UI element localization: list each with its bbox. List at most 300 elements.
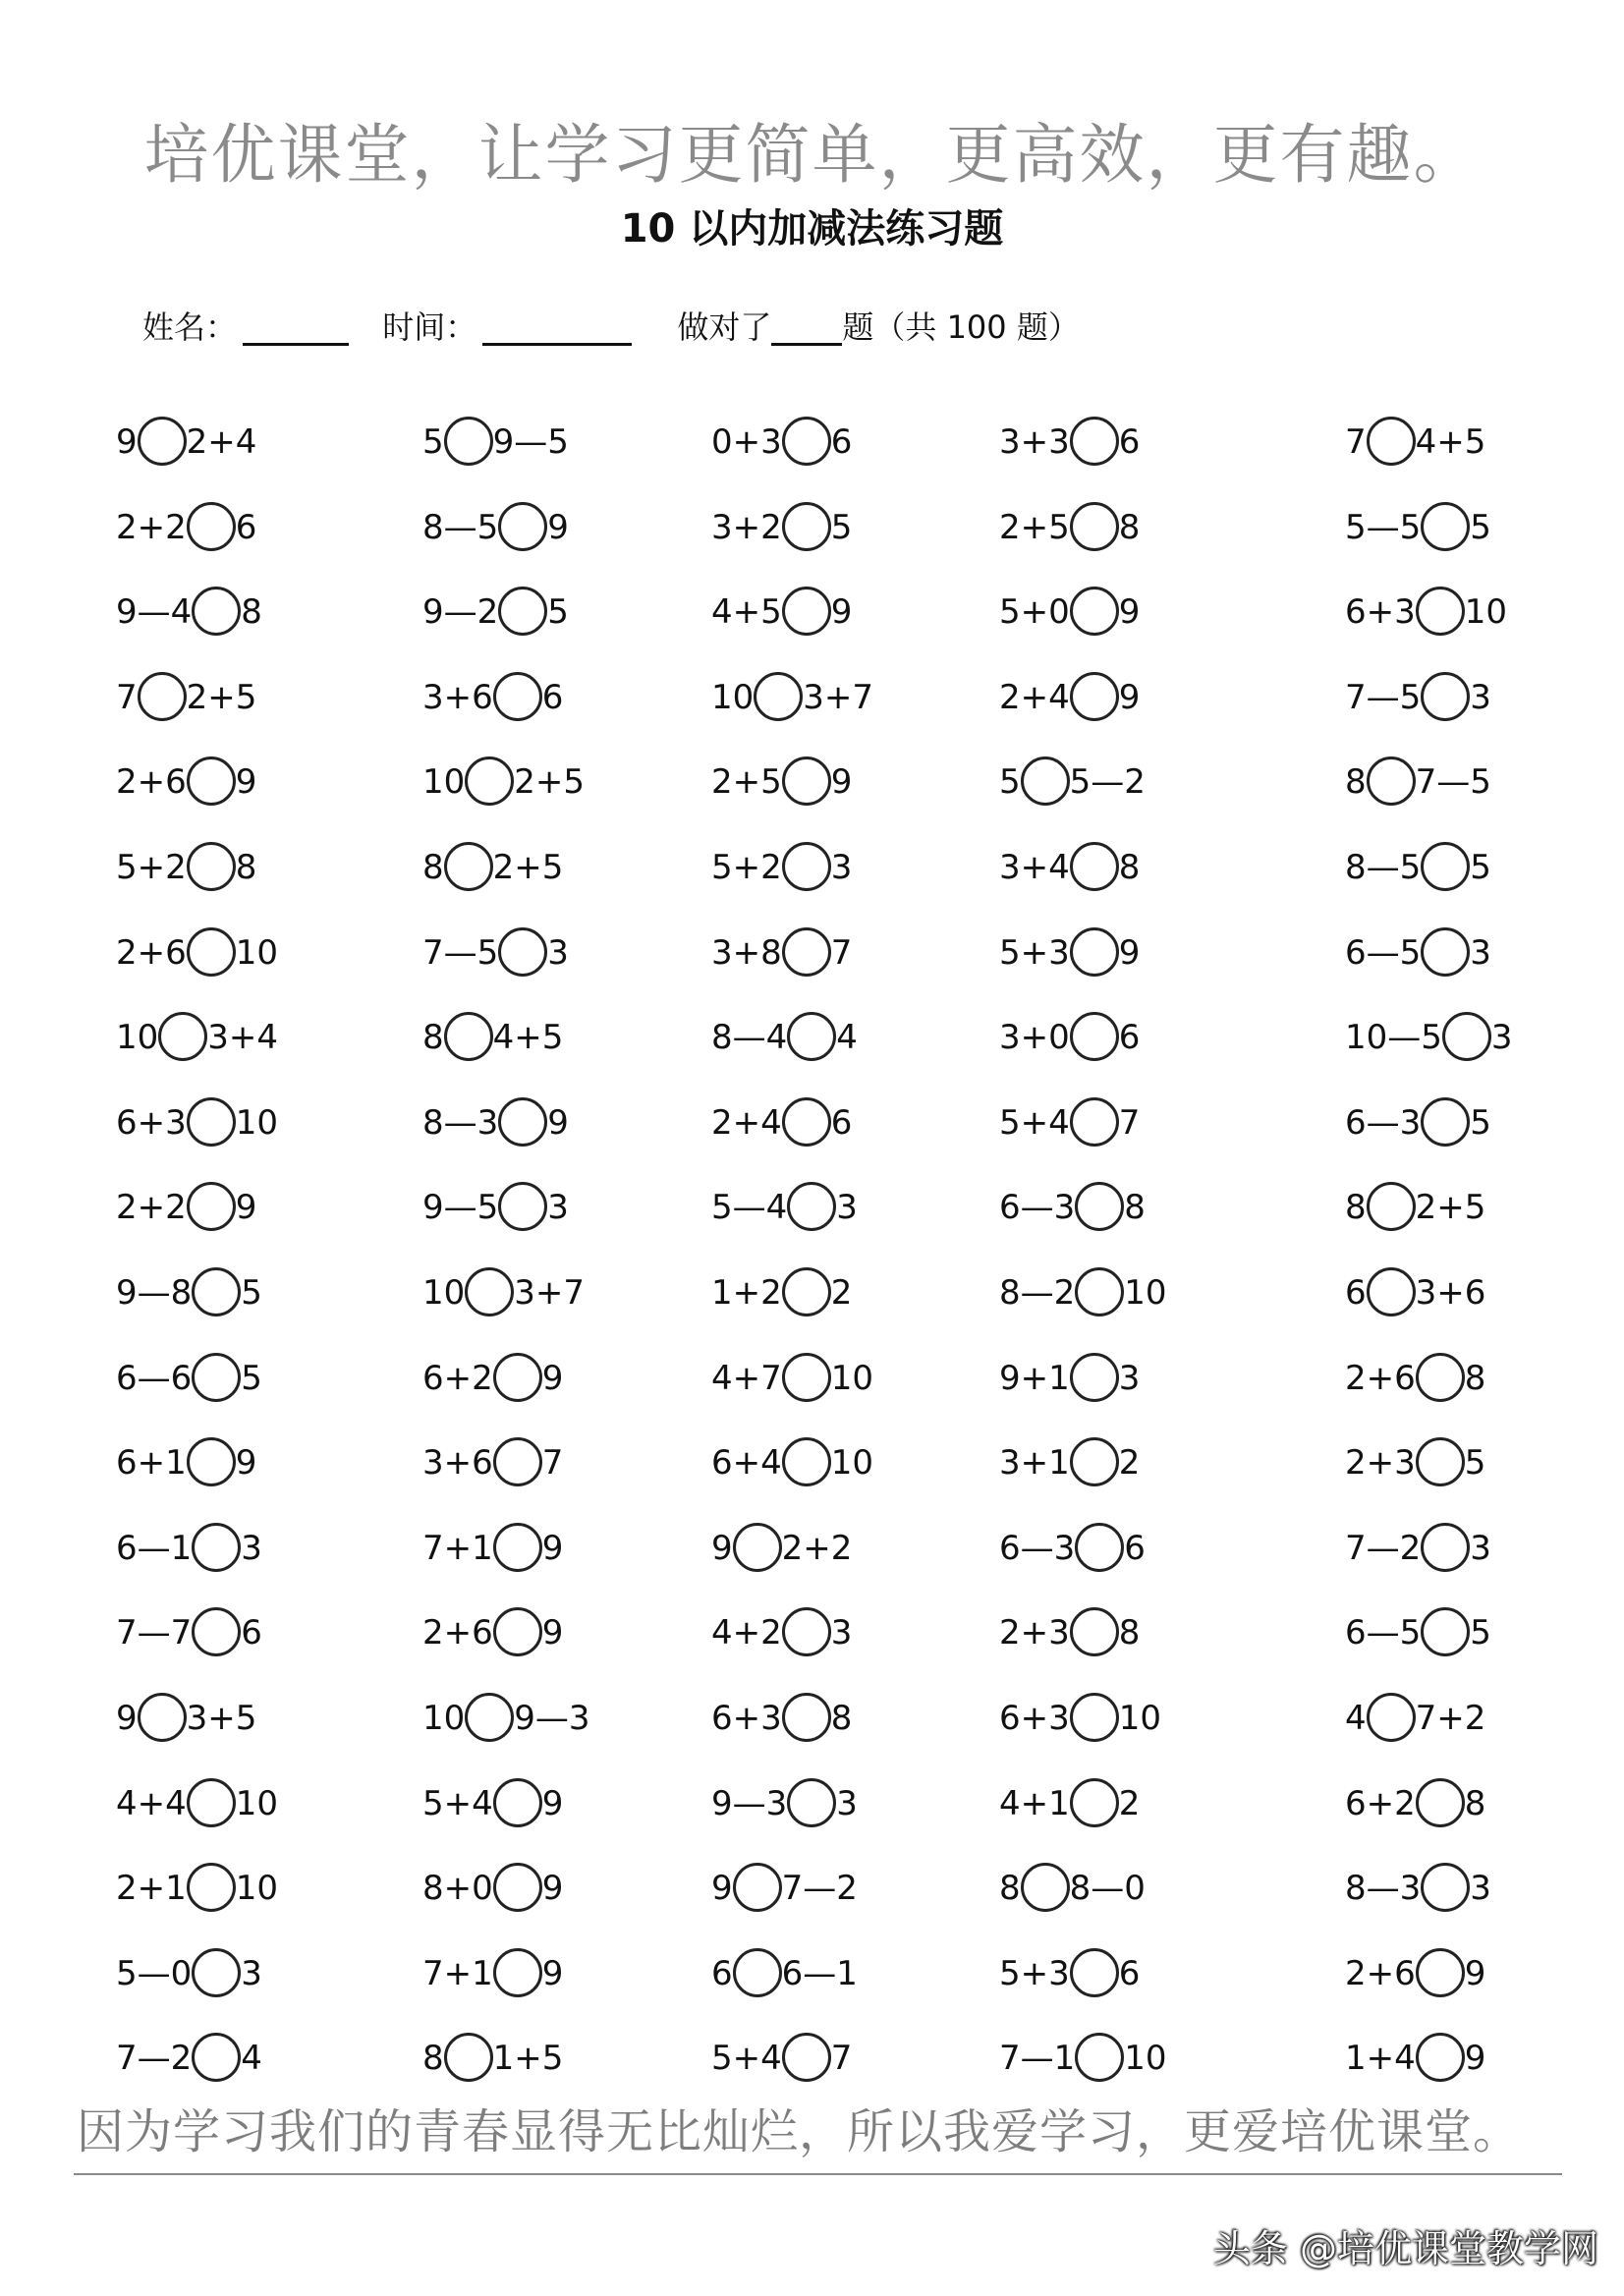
problem-right: 6 xyxy=(1118,1018,1141,1057)
answer-circle[interactable] xyxy=(1070,1948,1119,1997)
problem-item xyxy=(711,1774,858,1833)
problem-item xyxy=(422,498,569,557)
answer-circle[interactable] xyxy=(187,1778,236,1827)
problem-left: 2+6 xyxy=(116,762,187,802)
problem-left: 9—3 xyxy=(711,1784,788,1823)
answer-circle[interactable] xyxy=(498,587,547,636)
problem-right: 3 xyxy=(1118,1359,1141,1398)
problem-left: 10 xyxy=(116,1018,159,1057)
problem-right: 4+5 xyxy=(492,1018,564,1057)
problem-left: 5—4 xyxy=(711,1188,788,1227)
answer-circle[interactable] xyxy=(1367,1182,1416,1231)
answer-circle[interactable] xyxy=(187,1097,236,1147)
problem-item xyxy=(116,1008,278,1067)
problem-item xyxy=(422,1178,569,1237)
problem-right: 3+7 xyxy=(803,678,874,717)
answer-circle[interactable] xyxy=(782,842,831,891)
problem-left: 6+2 xyxy=(422,1359,493,1398)
answer-circle[interactable] xyxy=(1442,1012,1491,1061)
problem-item xyxy=(711,1519,852,1578)
problem-right: 10 xyxy=(235,933,279,973)
problem-left: 2+4 xyxy=(711,1103,782,1143)
answer-circle[interactable] xyxy=(787,1778,836,1827)
answer-circle[interactable] xyxy=(1075,1182,1124,1231)
answer-circle[interactable] xyxy=(787,1012,836,1061)
problem-left: 3+8 xyxy=(711,933,782,973)
problem-item xyxy=(422,1008,563,1067)
answer-circle[interactable] xyxy=(1421,1607,1470,1656)
problem-left: 5+4 xyxy=(999,1103,1070,1143)
problem-left: 6—3 xyxy=(999,1188,1076,1227)
problem-left: 8 xyxy=(422,2039,444,2078)
problem-right: 9—3 xyxy=(514,1699,590,1738)
answer-circle[interactable] xyxy=(782,1437,831,1486)
problem-item xyxy=(711,668,873,727)
answer-circle[interactable] xyxy=(187,1863,236,1912)
problem-right: 2+2 xyxy=(781,1529,853,1568)
problem-left: 9 xyxy=(711,1529,733,1568)
problem-right: 8 xyxy=(241,592,262,632)
problem-item xyxy=(116,838,256,897)
answer-circle[interactable] xyxy=(1416,1948,1465,1997)
problem-item xyxy=(422,2029,563,2088)
problem-left: 7—2 xyxy=(1345,1529,1422,1568)
problem-item xyxy=(1345,1859,1491,1918)
answer-circle[interactable] xyxy=(493,1523,542,1572)
problem-left: 7—1 xyxy=(999,2039,1076,2078)
problem-right: 9 xyxy=(1118,933,1141,973)
problem-right: 5 xyxy=(1470,1613,1491,1652)
problem-left: 5+0 xyxy=(999,592,1070,632)
answer-circle[interactable] xyxy=(493,672,542,721)
problem-left: 6+3 xyxy=(711,1699,782,1738)
answer-circle[interactable] xyxy=(138,672,187,721)
problem-left: 2+1 xyxy=(116,1869,187,1908)
problem-left: 2+6 xyxy=(1345,1359,1416,1398)
problem-right: 2+5 xyxy=(514,762,586,802)
answer-circle[interactable] xyxy=(1416,1437,1465,1486)
answer-circle[interactable] xyxy=(493,1778,542,1827)
problem-item xyxy=(711,413,852,472)
answer-circle[interactable] xyxy=(782,1607,831,1656)
problem-item xyxy=(116,924,278,982)
answer-circle[interactable] xyxy=(192,2033,241,2082)
answer-circle[interactable] xyxy=(1070,1353,1119,1402)
answer-circle[interactable] xyxy=(192,1523,241,1572)
problem-item xyxy=(1345,838,1491,897)
problem-right: 5 xyxy=(547,592,569,632)
problem-left: 4+2 xyxy=(711,1613,782,1652)
problem-right: 8 xyxy=(1464,1784,1486,1823)
problem-right: 9 xyxy=(1464,2039,1486,2078)
problem-item xyxy=(999,413,1140,472)
problem-left: 5+3 xyxy=(999,1954,1070,1993)
problem-left: 8—3 xyxy=(422,1103,499,1143)
answer-circle[interactable] xyxy=(1421,1863,1470,1912)
problem-left: 1+4 xyxy=(1345,2039,1416,2078)
problem-item xyxy=(1345,1433,1485,1492)
problem-left: 6+3 xyxy=(116,1103,187,1143)
problem-right: 4 xyxy=(836,1018,858,1057)
answer-circle[interactable] xyxy=(493,1353,542,1402)
problem-left: 0+3 xyxy=(711,422,782,462)
answer-circle[interactable] xyxy=(444,1012,493,1061)
answer-circle[interactable] xyxy=(1070,1012,1119,1061)
answer-circle[interactable] xyxy=(754,672,803,721)
answer-circle[interactable] xyxy=(1070,1097,1119,1147)
problem-right: 5 xyxy=(830,508,853,547)
problem-item xyxy=(116,668,256,727)
problem-item xyxy=(116,1093,278,1152)
problem-left: 4 xyxy=(1345,1699,1367,1738)
answer-circle[interactable] xyxy=(1367,1267,1416,1316)
answer-circle[interactable] xyxy=(1070,1437,1119,1486)
problem-item xyxy=(1345,924,1491,982)
problem-item xyxy=(711,753,852,812)
problem-right: 3 xyxy=(830,848,853,887)
problem-left: 1+2 xyxy=(711,1273,782,1313)
problem-right: 5 xyxy=(241,1273,262,1313)
answer-circle[interactable] xyxy=(782,1693,831,1742)
answer-circle[interactable] xyxy=(498,927,547,977)
problem-item xyxy=(1345,1519,1491,1578)
answer-circle[interactable] xyxy=(782,756,831,806)
problem-left: 7—7 xyxy=(116,1613,193,1652)
answer-circle[interactable] xyxy=(187,927,236,977)
problem-item xyxy=(999,924,1140,982)
problem-left: 3+6 xyxy=(422,678,493,717)
answer-circle[interactable] xyxy=(1021,756,1070,806)
answer-circle[interactable] xyxy=(444,842,493,891)
problem-right: 2 xyxy=(1118,1443,1141,1483)
answer-circle[interactable] xyxy=(192,587,241,636)
answer-circle[interactable] xyxy=(192,1353,241,1402)
answer-circle[interactable] xyxy=(498,1097,547,1147)
problem-right: 5 xyxy=(1470,508,1491,547)
problem-right: 9 xyxy=(830,762,853,802)
answer-circle[interactable] xyxy=(787,1182,836,1231)
problem-left: 8—4 xyxy=(711,1018,788,1057)
problem-left: 6—3 xyxy=(999,1529,1076,1568)
problem-left: 10 xyxy=(422,1273,466,1313)
problem-item xyxy=(711,838,852,897)
answer-circle[interactable] xyxy=(138,417,187,466)
problem-left: 2+5 xyxy=(711,762,782,802)
answer-circle[interactable] xyxy=(782,927,831,977)
answer-circle[interactable] xyxy=(493,1607,542,1656)
problem-left: 9—4 xyxy=(116,592,193,632)
problem-left: 6+4 xyxy=(711,1443,782,1483)
problem-left: 8 xyxy=(422,848,444,887)
name-blank[interactable] xyxy=(243,300,349,346)
answer-circle[interactable] xyxy=(1075,1523,1124,1572)
problem-right: 8 xyxy=(235,848,257,887)
answer-circle[interactable] xyxy=(1075,1267,1124,1316)
answer-circle[interactable] xyxy=(493,1863,542,1912)
answer-circle[interactable] xyxy=(1021,1863,1070,1912)
answer-circle[interactable] xyxy=(498,502,547,551)
answer-circle[interactable] xyxy=(192,1948,241,1997)
problem-left: 3+0 xyxy=(999,1018,1070,1057)
problem-left: 5+2 xyxy=(116,848,187,887)
problem-item xyxy=(116,1944,262,2003)
problem-right: 2+4 xyxy=(186,422,257,462)
problem-item xyxy=(1345,2029,1485,2088)
problem-right: 5 xyxy=(1470,1103,1491,1143)
answer-circle[interactable] xyxy=(1367,1693,1416,1742)
answer-circle[interactable] xyxy=(158,1012,207,1061)
problem-item xyxy=(1345,668,1491,727)
answer-circle[interactable] xyxy=(493,1948,542,1997)
problem-item xyxy=(422,1093,569,1152)
problem-right: 3 xyxy=(836,1188,858,1227)
problem-item xyxy=(999,1603,1140,1662)
problem-item xyxy=(999,1774,1140,1833)
problem-left: 2+6 xyxy=(1345,1954,1416,1993)
problem-item xyxy=(422,1519,563,1578)
problem-left: 7 xyxy=(116,678,138,717)
correct-count-blank[interactable] xyxy=(771,300,842,346)
answer-circle[interactable] xyxy=(1421,1523,1470,1572)
problem-item xyxy=(116,1178,256,1237)
problem-item xyxy=(999,583,1140,642)
answer-circle[interactable] xyxy=(782,1267,831,1316)
answer-circle[interactable] xyxy=(493,1437,542,1486)
answer-circle[interactable] xyxy=(192,1267,241,1316)
problem-right: 9 xyxy=(1118,678,1141,717)
problem-right: 7—5 xyxy=(1415,762,1491,802)
problem-item xyxy=(999,2029,1167,2088)
problem-item xyxy=(422,413,569,472)
problem-right: 3+4 xyxy=(207,1018,279,1057)
problem-left: 10—5 xyxy=(1345,1018,1442,1057)
problem-right: 3 xyxy=(241,1529,262,1568)
answer-circle[interactable] xyxy=(1416,1353,1465,1402)
problem-right: 6 xyxy=(241,1613,262,1652)
problem-item xyxy=(1345,1603,1491,1662)
problem-right: 10 xyxy=(1118,1699,1162,1738)
problem-right: 10 xyxy=(1464,592,1508,632)
problem-item xyxy=(116,1603,262,1662)
problem-left: 5+3 xyxy=(999,933,1070,973)
problem-right: 3 xyxy=(547,1188,569,1227)
answer-circle[interactable] xyxy=(1075,2033,1124,2082)
problem-item xyxy=(711,1944,858,2003)
problem-left: 8 xyxy=(1345,762,1367,802)
answer-circle[interactable] xyxy=(192,1607,241,1656)
problem-item xyxy=(711,1859,858,1918)
problem-right: 3 xyxy=(830,1613,853,1652)
problem-left: 6—5 xyxy=(1345,933,1422,973)
problem-left: 5—0 xyxy=(116,1954,193,1993)
answer-circle[interactable] xyxy=(1421,842,1470,891)
problem-left: 2+5 xyxy=(999,508,1070,547)
answer-circle[interactable] xyxy=(733,1863,782,1912)
problem-item xyxy=(999,1944,1140,2003)
problem-item xyxy=(116,413,256,472)
answer-circle[interactable] xyxy=(1070,672,1119,721)
problem-left: 6—3 xyxy=(1345,1103,1422,1143)
answer-circle[interactable] xyxy=(187,842,236,891)
answer-circle[interactable] xyxy=(1416,1778,1465,1827)
problem-item xyxy=(116,1774,278,1833)
problem-right: 7 xyxy=(830,933,853,973)
problem-item xyxy=(422,1433,563,1492)
problem-item xyxy=(1345,1263,1485,1322)
problem-item xyxy=(1345,1689,1485,1748)
problem-item xyxy=(422,924,569,982)
problem-right: 10 xyxy=(235,1869,279,1908)
answer-circle[interactable] xyxy=(465,756,514,806)
problem-right: 5 xyxy=(1470,848,1491,887)
answer-circle[interactable] xyxy=(1421,927,1470,977)
problem-right: 3 xyxy=(836,1784,858,1823)
problem-left: 8—5 xyxy=(422,508,499,547)
answer-circle[interactable] xyxy=(1070,587,1119,636)
answer-circle[interactable] xyxy=(733,1523,782,1572)
answer-circle[interactable] xyxy=(444,2033,493,2082)
problem-right: 6 xyxy=(541,678,564,717)
problem-item xyxy=(422,1603,563,1662)
problem-item xyxy=(422,753,585,812)
answer-circle[interactable] xyxy=(465,1267,514,1316)
answer-circle[interactable] xyxy=(782,417,831,466)
footer-divider xyxy=(74,2173,1562,2175)
problem-item xyxy=(116,1433,256,1492)
answer-circle[interactable] xyxy=(187,1437,236,1486)
problem-left: 10 xyxy=(422,762,466,802)
problem-item xyxy=(116,1519,262,1578)
problem-item xyxy=(116,1859,278,1918)
problem-left: 7 xyxy=(1345,422,1367,462)
problem-right: 5 xyxy=(241,1359,262,1398)
problem-left: 9 xyxy=(116,422,138,462)
problem-right: 9 xyxy=(235,1443,257,1483)
answer-circle[interactable] xyxy=(1416,587,1465,636)
answer-circle[interactable] xyxy=(187,1182,236,1231)
problem-item xyxy=(1345,1774,1485,1833)
problem-left: 3+2 xyxy=(711,508,782,547)
answer-circle[interactable] xyxy=(1070,1778,1119,1827)
problem-left: 2+6 xyxy=(116,933,187,973)
problem-left: 6—1 xyxy=(116,1529,193,1568)
problem-item xyxy=(1345,583,1507,642)
problem-left: 2+2 xyxy=(116,508,187,547)
problem-right: 3 xyxy=(1470,1869,1491,1908)
answer-circle[interactable] xyxy=(1367,417,1416,466)
answer-circle[interactable] xyxy=(187,756,236,806)
problem-left: 8 xyxy=(422,1018,444,1057)
problem-right: 6—1 xyxy=(781,1954,858,1993)
answer-circle[interactable] xyxy=(733,1948,782,1997)
problem-left: 3+1 xyxy=(999,1443,1070,1483)
problem-item xyxy=(999,753,1146,812)
problem-left: 9—5 xyxy=(422,1188,499,1227)
answer-circle[interactable] xyxy=(1421,502,1470,551)
problem-right: 4 xyxy=(241,2039,262,2078)
problem-right: 3 xyxy=(1470,1529,1491,1568)
problem-item xyxy=(711,1603,852,1662)
problem-right: 9 xyxy=(541,1784,564,1823)
answer-circle[interactable] xyxy=(782,587,831,636)
problem-item xyxy=(422,1944,563,2003)
problem-item xyxy=(422,1689,590,1748)
answer-circle[interactable] xyxy=(1421,672,1470,721)
problem-right: 9 xyxy=(541,1359,564,1398)
problem-item xyxy=(999,1178,1146,1237)
problem-item xyxy=(999,1093,1140,1152)
problem-item xyxy=(999,668,1140,727)
problem-item xyxy=(422,1859,563,1918)
problem-right: 5 xyxy=(1464,1443,1486,1483)
problem-item xyxy=(999,1433,1140,1492)
answer-circle[interactable] xyxy=(782,2033,831,2082)
answer-circle[interactable] xyxy=(498,1182,547,1231)
answer-circle[interactable] xyxy=(1367,756,1416,806)
problem-left: 2+3 xyxy=(1345,1443,1416,1483)
problem-left: 9—2 xyxy=(422,592,499,632)
answer-circle[interactable] xyxy=(1070,842,1119,891)
problem-item xyxy=(999,498,1140,557)
answer-circle[interactable] xyxy=(138,1693,187,1742)
problem-left: 4+7 xyxy=(711,1359,782,1398)
problem-left: 2+4 xyxy=(999,678,1070,717)
problem-left: 7—5 xyxy=(422,933,499,973)
problem-item xyxy=(711,1263,852,1322)
problem-item xyxy=(1345,413,1485,472)
answer-circle[interactable] xyxy=(444,417,493,466)
footer-motto: 因为学习我们的青春显得无比灿烂，所以我爱学习，更爱培优课堂。 xyxy=(77,2104,1522,2159)
problem-left: 6 xyxy=(1345,1273,1367,1313)
answer-circle[interactable] xyxy=(1070,927,1119,977)
problem-left: 5+2 xyxy=(711,848,782,887)
answer-circle[interactable] xyxy=(1070,1607,1119,1656)
problem-right: 6 xyxy=(1118,422,1141,462)
problem-item xyxy=(999,1859,1146,1918)
problem-right: 8 xyxy=(830,1699,853,1738)
problem-item xyxy=(999,1689,1161,1748)
problem-item xyxy=(1345,1093,1491,1152)
answer-circle[interactable] xyxy=(782,1097,831,1147)
problem-right: 9 xyxy=(235,1188,257,1227)
answer-circle[interactable] xyxy=(1070,417,1119,466)
name-label: 姓名： xyxy=(142,308,238,346)
correct-label: 做对了 xyxy=(677,308,772,346)
time-blank[interactable] xyxy=(482,300,632,346)
answer-circle[interactable] xyxy=(187,502,236,551)
answer-circle[interactable] xyxy=(1416,2033,1465,2082)
problem-right: 8 xyxy=(1118,1613,1141,1652)
problem-left: 8+0 xyxy=(422,1869,493,1908)
problem-right: 3 xyxy=(1470,933,1491,973)
problem-right: 9 xyxy=(1464,1954,1486,1993)
problem-left: 10 xyxy=(711,678,755,717)
answer-circle[interactable] xyxy=(1070,502,1119,551)
problem-left: 8—3 xyxy=(1345,1869,1422,1908)
problem-right: 4+5 xyxy=(1415,422,1486,462)
problem-left: 6+3 xyxy=(999,1699,1070,1738)
answer-circle[interactable] xyxy=(782,502,831,551)
problem-right: 5—2 xyxy=(1069,762,1146,802)
answer-circle[interactable] xyxy=(1421,1097,1470,1147)
problem-left: 5+4 xyxy=(422,1784,493,1823)
answer-circle[interactable] xyxy=(782,1353,831,1402)
problem-left: 3+3 xyxy=(999,422,1070,462)
problem-right: 8 xyxy=(1118,508,1141,547)
answer-circle[interactable] xyxy=(1070,1693,1119,1742)
answer-circle[interactable] xyxy=(465,1693,514,1742)
problem-item xyxy=(116,753,256,812)
